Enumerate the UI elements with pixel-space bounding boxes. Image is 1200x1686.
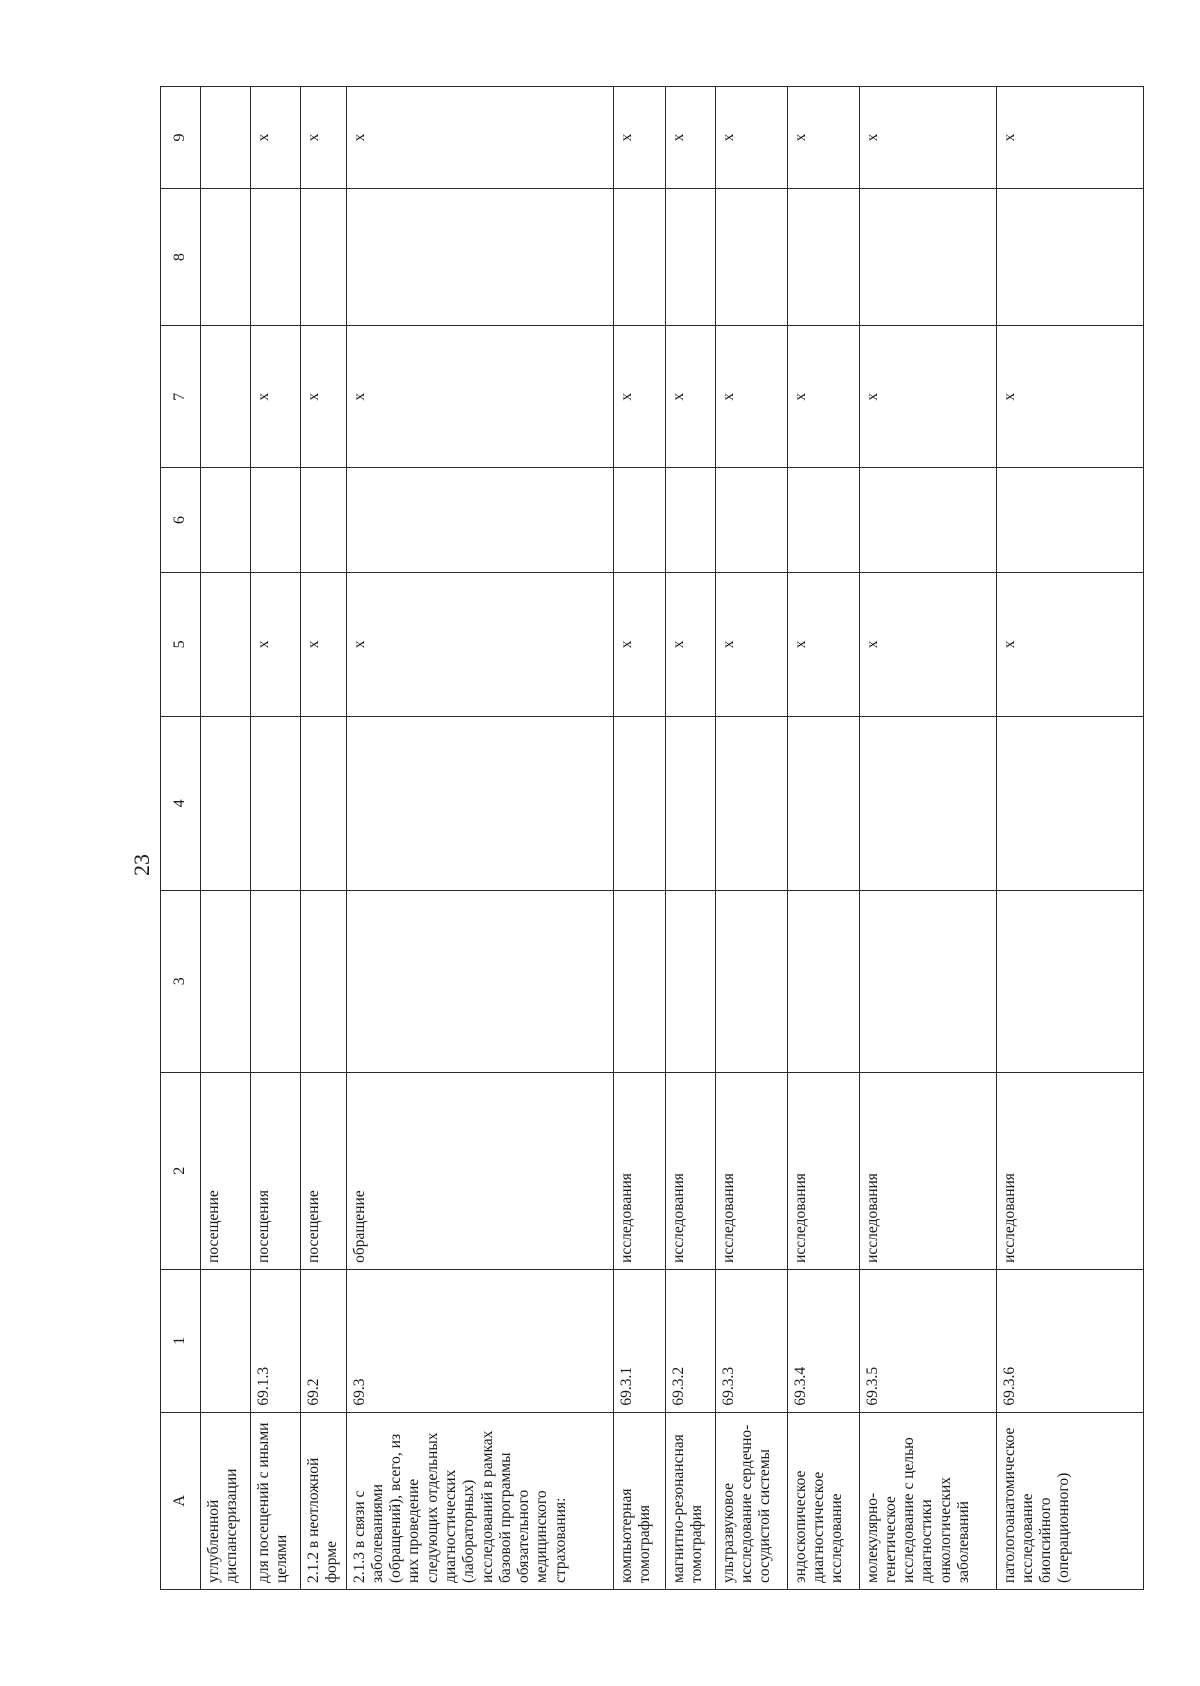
cell-col7: x bbox=[715, 326, 787, 468]
cell-code: 69.3.3 bbox=[715, 1269, 787, 1412]
cell-col5 bbox=[201, 573, 251, 717]
cell-col9: x bbox=[996, 87, 1143, 189]
cell-code: 69.3.2 bbox=[665, 1269, 715, 1412]
cell-col5: x bbox=[613, 573, 665, 717]
cell-col8 bbox=[715, 188, 787, 325]
cell-col8 bbox=[301, 188, 347, 325]
table-row bbox=[301, 87, 347, 1590]
cell-col9: x bbox=[715, 87, 787, 189]
cell-name: эндоскопическое диагностическое исследование bbox=[787, 1412, 859, 1589]
cell-col8 bbox=[787, 188, 859, 325]
cell-name: ультразвуковое исследование сердечно-сосудистой системы bbox=[715, 1412, 787, 1589]
header-cell-code: 1 bbox=[161, 1269, 201, 1412]
cell-col6 bbox=[301, 468, 347, 573]
cell-name: компьютерная томография bbox=[613, 1412, 665, 1589]
cell-unit: обращение bbox=[346, 1072, 613, 1269]
cell-col9 bbox=[201, 87, 251, 189]
cell-col5: x bbox=[251, 573, 301, 717]
cell-col9: x bbox=[859, 87, 996, 189]
cell-col4 bbox=[996, 716, 1143, 890]
cell-col6 bbox=[346, 468, 613, 573]
cell-name: 2.1.3 в связи с заболеваниями (обращений), всего, из них проведение следующих отдельных диагностических (лабораторных) исследований в рамках базовой программы обязательного медицинского страхования: bbox=[346, 1412, 613, 1589]
cell-col4 bbox=[613, 716, 665, 890]
cell-col3 bbox=[859, 891, 996, 1073]
header-cell-col9: 9 bbox=[161, 87, 201, 189]
cell-col3 bbox=[251, 891, 301, 1073]
table-row bbox=[859, 87, 996, 1590]
header-cell-col5: 5 bbox=[161, 573, 201, 717]
header-cell-name: A bbox=[161, 1412, 201, 1589]
cell-col8 bbox=[665, 188, 715, 325]
cell-code: 69.1.3 bbox=[251, 1269, 301, 1412]
cell-name: для посещений с иными целями bbox=[251, 1412, 301, 1589]
cell-code: 69.3.5 bbox=[859, 1269, 996, 1412]
cell-col5: x bbox=[787, 573, 859, 717]
table-row bbox=[665, 87, 715, 1590]
cell-name: углубленной диспансеризации bbox=[201, 1412, 251, 1589]
cell-col3 bbox=[613, 891, 665, 1073]
table-row bbox=[251, 87, 301, 1590]
header-cell-col8: 8 bbox=[161, 188, 201, 325]
cell-col4 bbox=[665, 716, 715, 890]
cell-col6 bbox=[665, 468, 715, 573]
cell-col5: x bbox=[665, 573, 715, 717]
cell-unit: исследования bbox=[665, 1072, 715, 1269]
cell-col3 bbox=[301, 891, 347, 1073]
cell-col8 bbox=[346, 188, 613, 325]
cell-col7: x bbox=[251, 326, 301, 468]
cell-col4 bbox=[346, 716, 613, 890]
cell-unit: исследования bbox=[613, 1072, 665, 1269]
cell-col4 bbox=[715, 716, 787, 890]
cell-code: 69.2 bbox=[301, 1269, 347, 1412]
cell-name: молекулярно-генетическое исследование с целью диагностики онкологических заболеваний bbox=[859, 1412, 996, 1589]
cell-col5: x bbox=[715, 573, 787, 717]
cell-col6 bbox=[859, 468, 996, 573]
page-number: 23 bbox=[129, 854, 154, 876]
cell-col7: x bbox=[301, 326, 347, 468]
cell-col6 bbox=[996, 468, 1143, 573]
cell-col3 bbox=[665, 891, 715, 1073]
header-cell-col4: 4 bbox=[161, 716, 201, 890]
cell-col8 bbox=[251, 188, 301, 325]
cell-col7: x bbox=[613, 326, 665, 468]
cell-name: магнитно-резонансная томография bbox=[665, 1412, 715, 1589]
cell-col3 bbox=[787, 891, 859, 1073]
cell-unit: исследования bbox=[787, 1072, 859, 1269]
cell-unit: исследования bbox=[859, 1072, 996, 1269]
cell-col4 bbox=[859, 716, 996, 890]
table-row bbox=[201, 87, 251, 1590]
cell-col7 bbox=[201, 326, 251, 468]
cell-col6 bbox=[201, 468, 251, 573]
table-row bbox=[613, 87, 665, 1590]
cell-col8 bbox=[859, 188, 996, 325]
cell-code: 69.3.6 bbox=[996, 1269, 1143, 1412]
cell-col7: x bbox=[346, 326, 613, 468]
cell-col7: x bbox=[665, 326, 715, 468]
cell-col6 bbox=[715, 468, 787, 573]
cell-col5: x bbox=[301, 573, 347, 717]
cell-unit: исследования bbox=[996, 1072, 1143, 1269]
header-cell-unit: 2 bbox=[161, 1072, 201, 1269]
cell-col6 bbox=[787, 468, 859, 573]
cell-col5: x bbox=[859, 573, 996, 717]
header-cell-col7: 7 bbox=[161, 326, 201, 468]
cell-name: 2.1.2 в неотложной форме bbox=[301, 1412, 347, 1589]
cell-code bbox=[201, 1269, 251, 1412]
cell-col4 bbox=[201, 716, 251, 890]
cell-unit: исследования bbox=[715, 1072, 787, 1269]
cell-code: 69.3.4 bbox=[787, 1269, 859, 1412]
table-row bbox=[996, 87, 1143, 1590]
cell-col6 bbox=[613, 468, 665, 573]
table-row bbox=[787, 87, 859, 1590]
cell-col7: x bbox=[787, 326, 859, 468]
table-row bbox=[346, 87, 613, 1590]
cell-col6 bbox=[251, 468, 301, 573]
cell-col5: x bbox=[346, 573, 613, 717]
cell-col9: x bbox=[251, 87, 301, 189]
cell-col3 bbox=[996, 891, 1143, 1073]
cell-col3 bbox=[201, 891, 251, 1073]
cell-col8 bbox=[996, 188, 1143, 325]
cell-col7: x bbox=[859, 326, 996, 468]
cell-col3 bbox=[715, 891, 787, 1073]
data-table bbox=[160, 86, 1144, 1590]
cell-col8 bbox=[201, 188, 251, 325]
header-cell-col3: 3 bbox=[161, 891, 201, 1073]
cell-col4 bbox=[301, 716, 347, 890]
rotated-table-wrapper bbox=[160, 86, 1126, 1590]
cell-col9: x bbox=[787, 87, 859, 189]
cell-name: патологоанатомическое исследование биопсийного (операционного) bbox=[996, 1412, 1143, 1589]
header-row bbox=[161, 87, 201, 1590]
cell-col9: x bbox=[346, 87, 613, 189]
cell-col9: x bbox=[301, 87, 347, 189]
cell-col9: x bbox=[665, 87, 715, 189]
cell-unit: посещение bbox=[201, 1072, 251, 1269]
cell-code: 69.3 bbox=[346, 1269, 613, 1412]
cell-col7: x bbox=[996, 326, 1143, 468]
header-cell-col6: 6 bbox=[161, 468, 201, 573]
cell-col8 bbox=[613, 188, 665, 325]
cell-code: 69.3.1 bbox=[613, 1269, 665, 1412]
cell-col4 bbox=[251, 716, 301, 890]
cell-col3 bbox=[346, 891, 613, 1073]
cell-col9: x bbox=[613, 87, 665, 189]
cell-col5: x bbox=[996, 573, 1143, 717]
cell-col4 bbox=[787, 716, 859, 890]
table-row bbox=[715, 87, 787, 1590]
cell-unit: посещения bbox=[251, 1072, 301, 1269]
cell-unit: посещение bbox=[301, 1072, 347, 1269]
